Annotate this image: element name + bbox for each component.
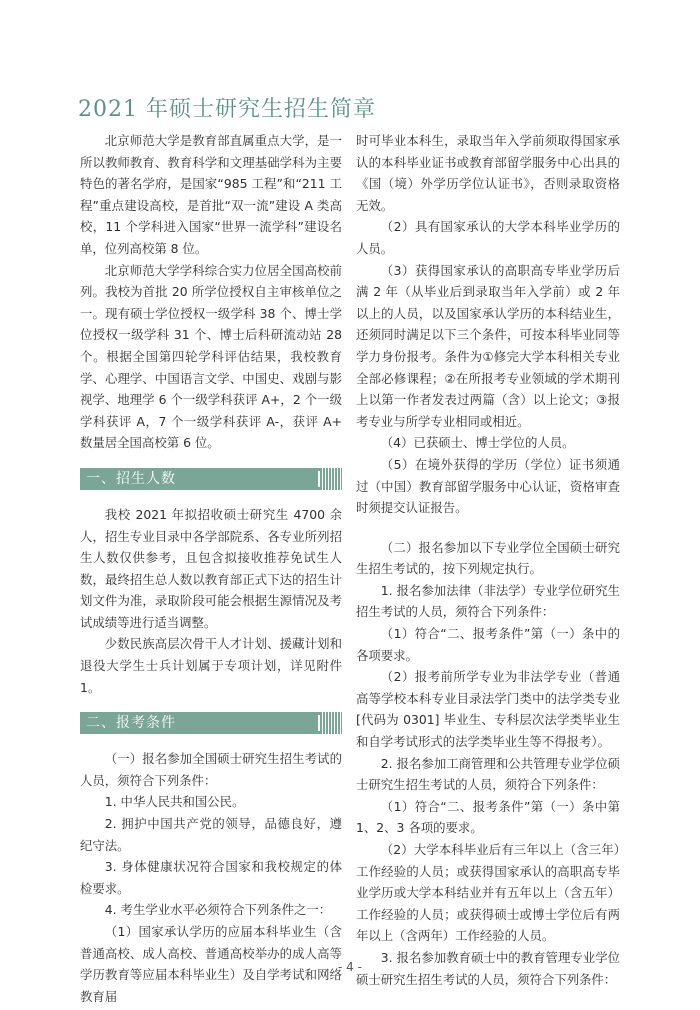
requirements-item-2: 2. 拥护中国共产党的领导，品德良好，遵纪守法。	[80, 816, 342, 853]
law-degree-item-2: （2）报考前所学专业为非法学专业（普通高等学校本科专业目录法学门类中的法学类专业 [代码为 0301] 毕业生、专科层次法学类毕业生和自学考试形式的法学类毕业生等不得报考）。	[356, 669, 620, 750]
mba-mpa-item-2: （2）大学本科毕业后有三年以上（含三年）工作经验的人员；或获得国家承认的高职高专毕业学历或大学本科结业并有五年以上（含五年）工作经验的人员；或获得硕士或博士学位后有两年以上（含两年）工作经验的人员。	[356, 842, 620, 944]
section-heading-label: 二、报考条件	[86, 715, 176, 732]
page-title: 2021 年硕士研究生招生简章	[78, 97, 376, 122]
professional-degree-intro: （二）报名参加以下专业学位全国硕士研究生招生考试的，按下列规定执行。	[356, 539, 620, 577]
law-degree-heading: 1. 报名参加法律（非法学）专业学位研究生招生考试的人员，须符合下列条件：	[356, 582, 620, 620]
intro-paragraph-1: 北京师范大学是教育部直属重点大学，是一所以教师教育、教育科学和文理基础学科为主要特色的著名学府，是国家“985 工程”和“211 工程”重点建设高校，是首批“双一流”建设 A 类高校，11 个学科进入国家“世界一流学科”建设名单，位列高校第 8 位。	[80, 133, 342, 256]
requirements-subitem-3: （3）获得国家承认的高职高专毕业学历后满 2 年（从毕业后到录取当年入学前）或 2 年以上的人员，以及国家承认学历的本科结业生，还须同时满足以下三个条件，可按本科毕业同等学力身份报考。条件为①修完大学本科相关专业全部必修课程；②在所报考专业领域的学术期刊上以第一作者发表过两篇（含）以上论文；③报考专业与所学专业相同或相近。	[356, 262, 620, 429]
section-heading-label: 一、招生人数	[86, 470, 176, 487]
mba-mpa-item-1: （1）符合“二、报考条件”第（一）条中第 1、2、3 各项的要求。	[356, 798, 620, 836]
right-column	[356, 130, 620, 990]
requirements-subitem-4: （4）已获硕士、博士学位的人员。	[380, 435, 575, 451]
heading-bar-icon	[318, 471, 320, 487]
requirements-item-4: 4. 考生学业水平必须符合下列条件之一：	[104, 902, 332, 918]
heading-stripes-icon	[322, 712, 342, 734]
requirements-subitem-5: （5）在境外获得的学历（学位）证书须通过（中国）教育部留学服务中心认证，资格审查时须提交认证报告。	[356, 456, 620, 516]
requirements-subitem-1: （1）国家承认学历的应届本科毕业生（含普通高校、成人高校、普通高校举办的成人高等学历教育等应届本科毕业生）及自学考试和网络教育届	[80, 924, 342, 1004]
education-management-heading: 3. 报名参加教育硕士中的教育管理专业学位硕士研究生招生考试的人员，须符合下列条件：	[356, 949, 620, 987]
page-number: - 4 -	[338, 960, 362, 974]
requirements-subitem-2: （2）具有国家承认的大学本科毕业学历的人员。	[356, 219, 620, 256]
requirements-item-1: 1. 中华人民共和国公民。	[104, 794, 245, 810]
paragraph-spacer	[356, 519, 620, 537]
section-heading-requirements	[80, 712, 342, 734]
mba-mpa-heading: 2. 报名参加工商管理和公共管理专业学位硕士研究生招生考试的人员，须符合下列条件：	[356, 755, 620, 793]
requirements-paragraph-1: （一）报名参加全国硕士研究生招生考试的人员，须符合下列条件：	[80, 751, 342, 788]
enrollment-paragraph-1: 我校 2021 年拟招收硕士研究生 4700 余人，招生专业目录中各学部院系、各专业所列招生人数仅供参考，且包含拟接收推荐免试生人数，最终招生总人数以教育部正式下达的招生计划文件为准，录取阶段可能会根据生源情况及考试成绩等进行适当调整。	[80, 506, 342, 630]
heading-stripes-icon	[322, 468, 342, 490]
intro-paragraph-2: 北京师范大学学科综合实力位居全国高校前列。我校为首批 20 所学位授权自主审核单位之一。现有硕士学位授权一级学科 38 个、博士学位授权一级学科 31 个、博士后科研流动站 28 个。根据全国第四轮学科评估结果，我校教育学、心理学、中国语言文学、中国史、戏剧与影视学、地理学 6 个一级学科获评 A+，2 个一级学科获评 A，7 个一级学科获评 A-，获评 A+ 数量居全国高校第 6 位。	[80, 262, 342, 451]
continued-paragraph: 时可毕业本科生，录取当年入学前须取得国家承认的本科毕业证书或教育部留学服务中心出具的《国（境）外学历学位认证书》，否则录取资格无效。	[356, 133, 620, 213]
requirements-item-3: 3. 身体健康状况符合国家和我校规定的体检要求。	[80, 859, 342, 896]
heading-bar-icon	[318, 715, 320, 731]
enrollment-paragraph-2: 少数民族高层次骨干人才计划、援藏计划和退役大学生士兵计划属于专项计划，详见附件 1。	[80, 636, 342, 695]
section-heading-enrollment	[80, 468, 342, 490]
law-degree-item-1: （1）符合“二、报考条件”第（一）条中的各项要求。	[356, 626, 620, 663]
left-column	[80, 130, 342, 1007]
